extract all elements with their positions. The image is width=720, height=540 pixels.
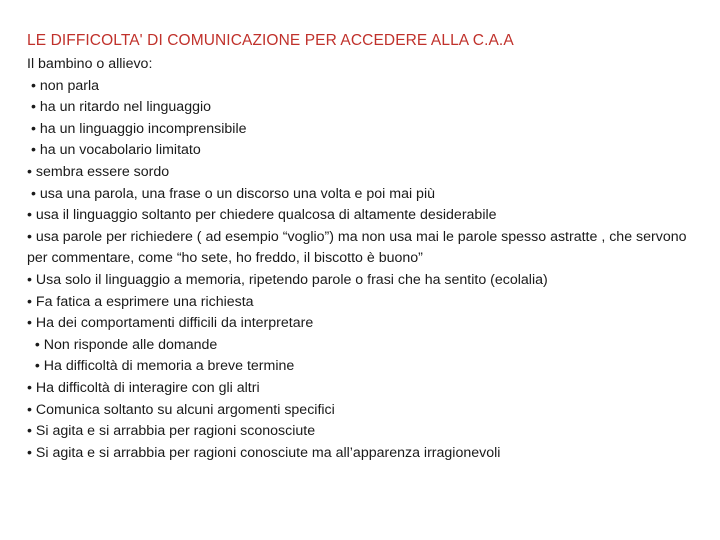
list-item: • Si agita e si arrabbia per ragioni sconosciute	[27, 423, 316, 440]
list-item: • Fa fatica a esprimere una richiesta	[27, 293, 254, 310]
intro-line: Il bambino o allievo:	[27, 56, 153, 72]
list-item: • usa parole per richiedere ( ad esempio “voglio”) ma non usa mai le parole spesso astratte , che servono per commentare, come “ho sete, ho freddo, il biscotto è buono”	[27, 228, 687, 267]
list-item: • ha un vocabolario limitato	[27, 142, 201, 159]
list-item: • usa il linguaggio soltanto per chiedere qualcosa di altamente desiderabile	[27, 207, 497, 224]
list-item: • Si agita e si arrabbia per ragioni conosciute ma all’apparenza irragionevoli	[27, 444, 501, 461]
list-item: • ha un linguaggio incomprensibile	[27, 120, 247, 137]
list-item: • ha un ritardo nel linguaggio	[27, 99, 212, 116]
list-item: • Usa solo il linguaggio a memoria, ripetendo parole o frasi che ha sentito (ecolalia)	[27, 271, 548, 288]
slide-body	[27, 54, 707, 464]
list-item: • sembra essere sordo	[27, 163, 170, 180]
slide-title: LE DIFFICOLTA' DI COMUNICAZIONE PER ACCEDERE ALLA C.A.A	[27, 32, 514, 49]
list-item: • Ha difficoltà di interagire con gli altri	[27, 379, 260, 396]
list-item: • usa una parola, una frase o un discorso una volta e poi mai più	[27, 185, 435, 202]
list-item: • Non risponde alle domande	[27, 336, 218, 353]
list-item: • Ha difficoltà di memoria a breve termine	[27, 358, 295, 375]
list-item: • non parla	[27, 77, 100, 94]
list-item: • Comunica soltanto su alcuni argomenti specifici	[27, 401, 335, 418]
list-item: • Ha dei comportamenti difficili da interpretare	[27, 315, 314, 332]
slide	[27, 30, 707, 464]
